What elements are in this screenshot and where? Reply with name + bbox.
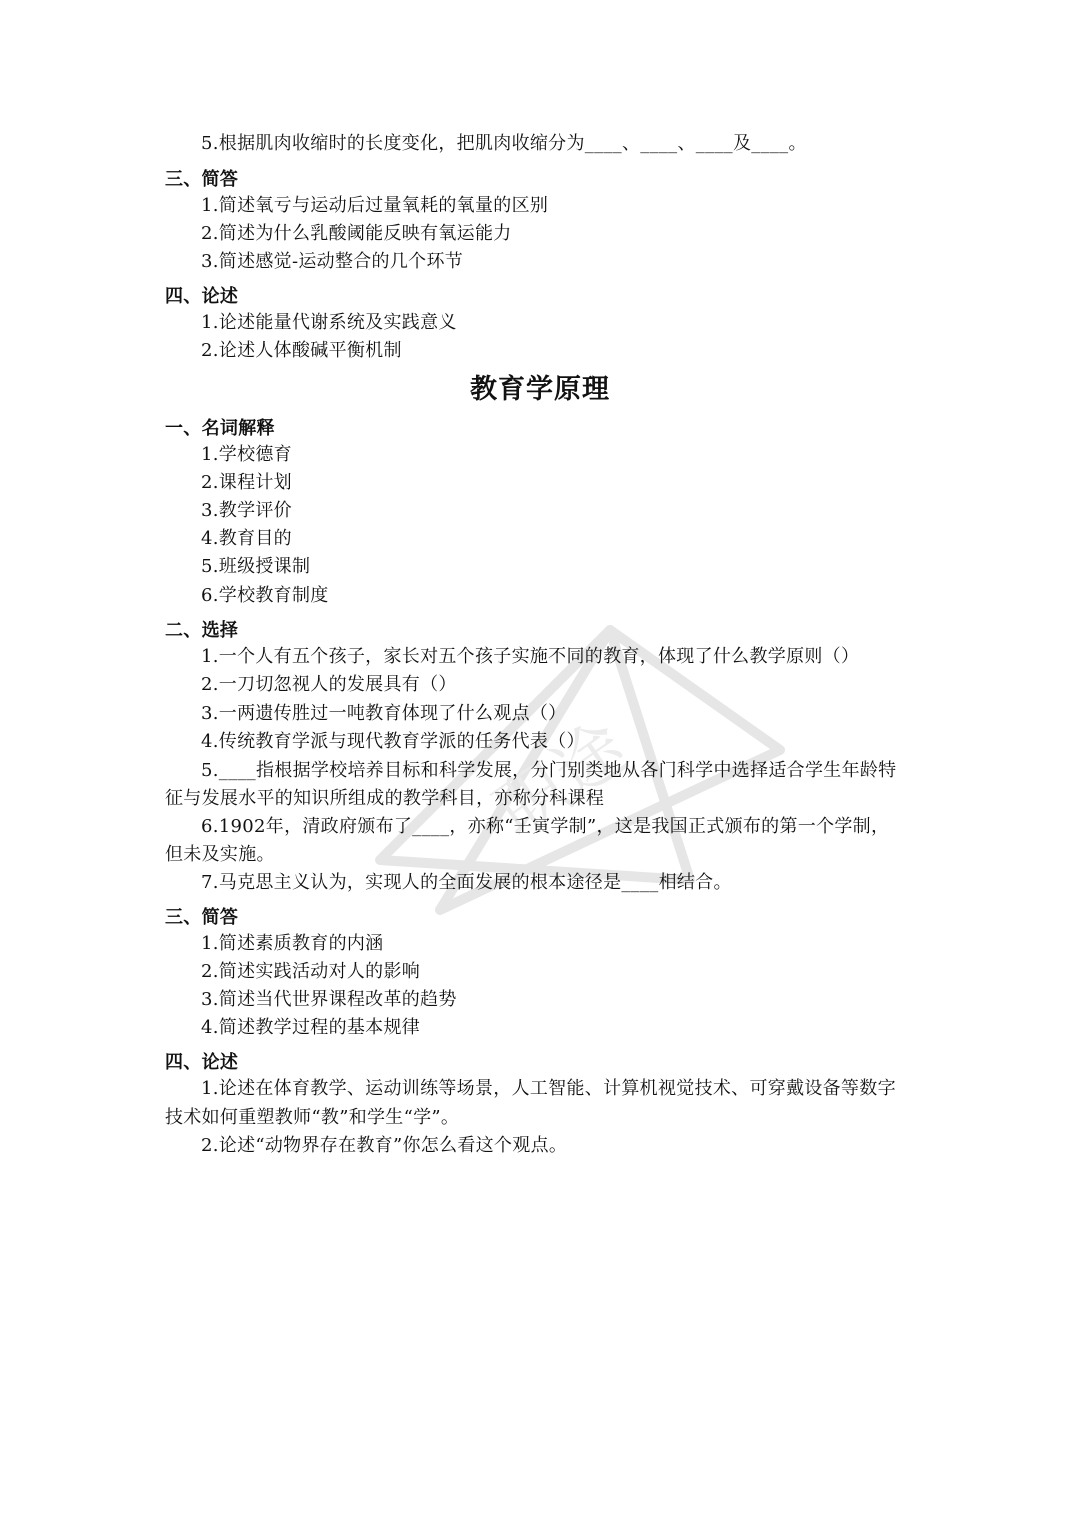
essay-item: 2.论述人体酸碱平衡机制 — [201, 340, 402, 361]
choice-item-5-continued: 征与发展水平的知识所组成的教学科目，亦称分科课程 — [165, 788, 605, 809]
short-answer-item: 3.简述感觉-运动整合的几个环节 — [201, 251, 464, 272]
watermark-text: 职途 — [481, 708, 641, 853]
short-answer-item: 1.简述氧亏与运动后过量氧耗的氧量的区别 — [201, 195, 549, 216]
essay-item-1: 1.论述在体育教学、运动训练等场景，人工智能、计算机视觉技术、可穿戴设备等数字 — [201, 1078, 896, 1099]
essay-item: 1.论述能量代谢系统及实践意义 — [201, 312, 457, 333]
short-answer-item: 1.简述素质教育的内涵 — [201, 933, 384, 954]
choice-item: 4.传统教育学派与现代教育学派的任务代表（） — [201, 731, 585, 752]
terms-item: 1.学校德育 — [201, 444, 292, 465]
terms-item: 5.班级授课制 — [201, 556, 311, 577]
short-answer-item: 2.简述实践活动对人的影响 — [201, 961, 421, 982]
short-answer-item: 4.简述教学过程的基本规律 — [201, 1017, 421, 1038]
terms-item: 2.课程计划 — [201, 472, 292, 493]
choice-item-6-continued: 但未及实施。 — [165, 844, 275, 865]
essay-item-2: 2.论述“动物界存在教育”你怎么看这个观点。 — [201, 1135, 568, 1156]
terms-item: 6.学校教育制度 — [201, 585, 329, 606]
choice-heading: 二、选择 — [165, 620, 239, 641]
terms-heading: 一、名词解释 — [165, 418, 275, 439]
choice-item-6: 6.1902年，清政府颁布了____，亦称“壬寅学制”，这是我国正式颁布的第一个学制， — [201, 816, 890, 837]
short-answer-item: 2.简述为什么乳酸阈能反映有氧运能力 — [201, 223, 512, 244]
essay-heading: 四、论述 — [165, 1052, 239, 1073]
essay-heading: 四、论述 — [165, 286, 239, 307]
section-title: 教育学原理 — [470, 374, 610, 405]
choice-item: 2.一刀切忽视人的发展具有（） — [201, 674, 457, 695]
terms-item: 3.教学评价 — [201, 500, 292, 521]
short-answer-item: 3.简述当代世界课程改革的趋势 — [201, 989, 457, 1010]
short-answer-heading: 三、简答 — [165, 907, 239, 928]
terms-item: 4.教育目的 — [201, 528, 292, 549]
choice-item: 1.一个人有五个孩子，家长对五个孩子实施不同的教育，体现了什么教学原则（） — [201, 646, 860, 667]
choice-item-7: 7.马克思主义认为，实现人的全面发展的根本途径是____相结合。 — [201, 872, 732, 893]
short-answer-heading: 三、简答 — [165, 169, 239, 190]
essay-item-1-continued: 技术如何重塑教师“教”和学生“学”。 — [165, 1107, 460, 1128]
fill-item-5: 5.根据肌肉收缩时的长度变化，把肌肉收缩分为____、____、____及____。 — [201, 133, 807, 154]
choice-item: 3.一两遗传胜过一吨教育体现了什么观点（） — [201, 703, 567, 724]
choice-item-5: 5.____指根据学校培养目标和科学发展，分门别类地从各门科学中选择适合学生年龄特 — [201, 760, 897, 781]
